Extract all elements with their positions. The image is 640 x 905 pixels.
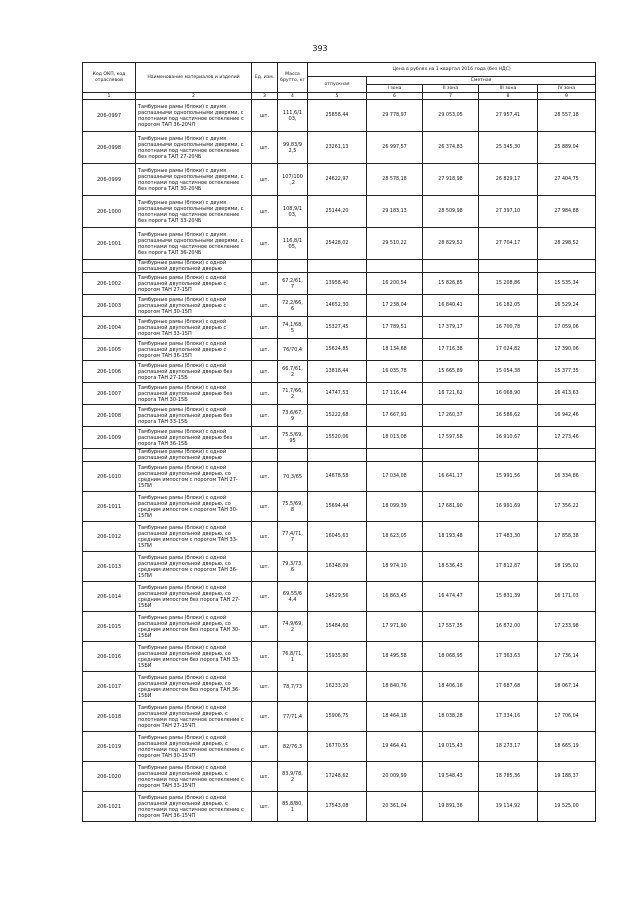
zone-1-price-cell: 16 200,54 <box>367 273 423 295</box>
empty-cell <box>367 260 423 273</box>
empty-cell <box>278 260 308 273</box>
code-cell: 206-0998 <box>83 132 136 164</box>
group-heading-row <box>83 260 596 273</box>
mass-cell: 74,9/69, 2 <box>278 612 308 642</box>
mass-cell: 69,55/6 4,4 <box>278 582 308 612</box>
empty-cell <box>308 260 367 273</box>
table-row <box>83 317 596 339</box>
zone-3-price-cell: 27 957,41 <box>479 100 538 132</box>
zone-2-price-cell: 17 716,38 <box>423 339 479 361</box>
name-cell: Тамбурные рамы (блоки) с одной распашной двупольной дверью с порогом ТАН 30-15П <box>136 295 252 317</box>
zone-1-price-cell: 26 997,57 <box>367 132 423 164</box>
zone-4-price-cell: 19 188,37 <box>538 762 596 792</box>
zone-4-price-cell: 16 171,03 <box>538 582 596 612</box>
table-row <box>83 762 596 792</box>
column-index: 2 <box>136 93 252 100</box>
zone-2-price-cell: 17 681,90 <box>423 492 479 522</box>
zone-2-price-cell: 27 918,98 <box>423 164 479 196</box>
zone-2-price-cell: 16 840,41 <box>423 295 479 317</box>
code-cell: 206-1011 <box>83 492 136 522</box>
name-cell: Тамбурные рамы (блоки) с одной распашной двупольной дверью, со средним импостом с порогом ТАН 27-15ПИ <box>136 462 252 492</box>
empty-cell <box>423 449 479 462</box>
mass-cell: 83,9/78, 2 <box>278 762 308 792</box>
empty-cell <box>252 260 278 273</box>
zone-4-price-cell: 18 665,19 <box>538 732 596 762</box>
header-unit: Ед. изм. <box>252 63 278 93</box>
release-price-cell: 15520,06 <box>308 427 367 449</box>
zone-3-price-cell: 18 273,17 <box>479 732 538 762</box>
header-price-title: Цена в рублях на 1 квартал 2016 года (без НДС) <box>308 63 596 77</box>
code-cell: 206-1014 <box>83 582 136 612</box>
zone-1-price-cell: 18 134,68 <box>367 339 423 361</box>
zone-1-price-cell: 18 623,05 <box>367 522 423 552</box>
zone-2-price-cell: 15 826,85 <box>423 273 479 295</box>
name-cell: Тамбурные рамы (блоки) с одной распашной двупольной дверью с порогом ТАН 33-15П <box>136 317 252 339</box>
column-index: 4 <box>278 93 308 100</box>
zone-3-price-cell: 17 334,16 <box>479 702 538 732</box>
zone-3-price-cell: 15 991,56 <box>479 462 538 492</box>
empty-cell <box>367 449 423 462</box>
group-heading-row <box>83 449 596 462</box>
mass-cell: 99,83/9 2,5 <box>278 132 308 164</box>
zone-2-price-cell: 18 068,95 <box>423 642 479 672</box>
mass-cell: 75,5/69, 8 <box>278 492 308 522</box>
release-price-cell: 14678,58 <box>308 462 367 492</box>
release-price-cell: 25144,20 <box>308 196 367 228</box>
header-release: отпускная <box>308 77 367 93</box>
code-cell: 206-1008 <box>83 405 136 427</box>
zone-3-price-cell: 27 397,10 <box>479 196 538 228</box>
mass-cell: 76,8/71, 1 <box>278 642 308 672</box>
table-row <box>83 339 596 361</box>
empty-cell <box>423 260 479 273</box>
unit-cell: шт. <box>252 273 278 295</box>
unit-cell: шт. <box>252 295 278 317</box>
unit-cell: шт. <box>252 792 278 822</box>
zone-4-price-cell: 27 404,75 <box>538 164 596 196</box>
zone-2-price-cell: 28 829,52 <box>423 228 479 260</box>
code-cell: 206-1018 <box>83 702 136 732</box>
table-row <box>83 732 596 762</box>
release-price-cell: 15694,44 <box>308 492 367 522</box>
zone-3-price-cell: 15 831,39 <box>479 582 538 612</box>
unit-cell: шт. <box>252 361 278 383</box>
release-price-cell: 15906,75 <box>308 702 367 732</box>
zone-3-price-cell: 16 182,05 <box>479 295 538 317</box>
code-cell: 206-1007 <box>83 383 136 405</box>
zone-1-price-cell: 19 464,41 <box>367 732 423 762</box>
mass-cell: 108,9/1 03, <box>278 196 308 228</box>
mass-cell: 71,7/66, 2 <box>278 383 308 405</box>
name-cell: Тамбурные рамы (блоки) с одной распашной двупольной дверью, с полотнами под частичное остекление с порогом ТАН 30-15ЧП <box>136 732 252 762</box>
zone-1-price-cell: 18 099,39 <box>367 492 423 522</box>
unit-cell: шт. <box>252 228 278 260</box>
zone-1-price-cell: 29 510,22 <box>367 228 423 260</box>
release-price-cell: 14652,30 <box>308 295 367 317</box>
zone-2-price-cell: 16 641,17 <box>423 462 479 492</box>
zone-4-price-cell: 17 273,46 <box>538 427 596 449</box>
zone-2-price-cell: 19 548,43 <box>423 762 479 792</box>
mass-cell: 74,1/68, 5 <box>278 317 308 339</box>
mass-cell: 111,6/1 03, <box>278 100 308 132</box>
zone-4-price-cell: 28 557,18 <box>538 100 596 132</box>
empty-cell <box>538 260 596 273</box>
empty-cell <box>278 449 308 462</box>
zone-3-price-cell: 16 586,62 <box>479 405 538 427</box>
table-row <box>83 361 596 383</box>
zone-2-price-cell: 18 038,28 <box>423 702 479 732</box>
zone-4-price-cell: 17 736,14 <box>538 642 596 672</box>
zone-1-price-cell: 18 974,10 <box>367 552 423 582</box>
mass-cell: 66,7/61, 2 <box>278 361 308 383</box>
release-price-cell: 14747,53 <box>308 383 367 405</box>
table-row <box>83 792 596 822</box>
zone-4-price-cell: 17 706,04 <box>538 702 596 732</box>
zone-4-price-cell: 16 413,63 <box>538 383 596 405</box>
unit-cell: шт. <box>252 642 278 672</box>
table-row <box>83 383 596 405</box>
name-cell: Тамбурные рамы (блоки) с одной распашной двупольной дверью без порога ТАН 30-15Б <box>136 383 252 405</box>
zone-2-price-cell: 29 053,05 <box>423 100 479 132</box>
code-cell: 206-1012 <box>83 522 136 552</box>
code-cell <box>83 260 136 273</box>
header-zone-3: III зона <box>479 85 538 93</box>
zone-4-price-cell: 28 298,52 <box>538 228 596 260</box>
name-cell: Тамбурные рамы (блоки) с одной распашной двупольной дверью, со средним импостом с порогом ТАН 36-15ПИ <box>136 552 252 582</box>
table-row <box>83 702 596 732</box>
unit-cell: шт. <box>252 552 278 582</box>
zone-2-price-cell: 17 597,58 <box>423 427 479 449</box>
header-estimate: Сметная <box>367 77 596 85</box>
release-price-cell: 13818,44 <box>308 361 367 383</box>
code-cell: 206-1002 <box>83 273 136 295</box>
zone-4-price-cell: 18 195,02 <box>538 552 596 582</box>
code-cell: 206-1020 <box>83 762 136 792</box>
table-row <box>83 295 596 317</box>
mass-cell: 82/76,3 <box>278 732 308 762</box>
zone-3-price-cell: 16 068,90 <box>479 383 538 405</box>
zone-4-price-cell: 27 984,88 <box>538 196 596 228</box>
zone-2-price-cell: 18 536,43 <box>423 552 479 582</box>
name-cell: Тамбурные рамы (блоки) с одной распашной двупольной дверью с порогом ТАН 27-15П <box>136 273 252 295</box>
zone-4-price-cell: 25 889,04 <box>538 132 596 164</box>
unit-cell: шт. <box>252 762 278 792</box>
zone-3-price-cell: 17 363,63 <box>479 642 538 672</box>
zone-2-price-cell: 17 379,17 <box>423 317 479 339</box>
zone-1-price-cell: 17 667,91 <box>367 405 423 427</box>
group-heading: Тамбурные рамы (блоки) с одной распашной двупольной дверью <box>136 260 252 273</box>
table-row <box>83 228 596 260</box>
release-price-cell: 15327,45 <box>308 317 367 339</box>
zone-3-price-cell: 19 114,92 <box>479 792 538 822</box>
zone-3-price-cell: 25 345,30 <box>479 132 538 164</box>
zone-4-price-cell: 17 356,22 <box>538 492 596 522</box>
zone-3-price-cell: 16 872,00 <box>479 612 538 642</box>
unit-cell: шт. <box>252 732 278 762</box>
table-row <box>83 164 596 196</box>
zone-2-price-cell: 19 891,36 <box>423 792 479 822</box>
empty-cell <box>252 449 278 462</box>
header-code: Код ОКП, код отраслевой <box>83 63 136 93</box>
name-cell: Тамбурные рамы (блоки) с двумя распашными однопольными дверями, с полотнами под частичное остекление без порога ТАП 33-20ЧБ <box>136 196 252 228</box>
zone-1-price-cell: 29 778,97 <box>367 100 423 132</box>
zone-4-price-cell: 16 529,24 <box>538 295 596 317</box>
mass-cell: 76/70,4 <box>278 339 308 361</box>
unit-cell: шт. <box>252 196 278 228</box>
table-row <box>83 462 596 492</box>
name-cell: Тамбурные рамы (блоки) с одной распашной двупольной дверью, с полотнами под частичное остекление с порогом ТАН 33-15ЧП <box>136 762 252 792</box>
name-cell: Тамбурные рамы (блоки) с двумя распашными однопольными дверями, с полотнами под частичное остекление с порогом ТАП 36-20ЧЛ <box>136 100 252 132</box>
zone-2-price-cell: 16 474,47 <box>423 582 479 612</box>
table-row <box>83 492 596 522</box>
header-name: Наименование материалов и изделий <box>136 63 252 93</box>
name-cell: Тамбурные рамы (блоки) с двумя распашными однопольными дверями, с полотнами под частичное остекление без порога ТАП 36-20ЧБ <box>136 228 252 260</box>
table-row <box>83 582 596 612</box>
name-cell: Тамбурные рамы (блоки) с одной распашной двупольной дверью с порогом ТАН 36-15П <box>136 339 252 361</box>
release-price-cell: 16233,20 <box>308 672 367 702</box>
mass-cell: 70,3/65 <box>278 462 308 492</box>
code-cell: 206-1015 <box>83 612 136 642</box>
column-index: 9 <box>538 93 596 100</box>
release-price-cell: 15935,80 <box>308 642 367 672</box>
zone-3-price-cell: 27 704,17 <box>479 228 538 260</box>
empty-cell <box>479 449 538 462</box>
zone-1-price-cell: 18 464,18 <box>367 702 423 732</box>
zone-1-price-cell: 20 009,99 <box>367 762 423 792</box>
zone-1-price-cell: 17 971,90 <box>367 612 423 642</box>
zone-3-price-cell: 17 483,30 <box>479 522 538 552</box>
table-row <box>83 672 596 702</box>
zone-2-price-cell: 15 665,89 <box>423 361 479 383</box>
zone-1-price-cell: 17 789,51 <box>367 317 423 339</box>
mass-cell: 79,3/73, 6 <box>278 552 308 582</box>
mass-cell: 67,2/61, 7 <box>278 273 308 295</box>
unit-cell: шт. <box>252 339 278 361</box>
unit-cell: шт. <box>252 582 278 612</box>
name-cell: Тамбурные рамы (блоки) с одной распашной двупольной дверью, со средним импостом с порогом ТАН 33-15ПИ <box>136 522 252 552</box>
name-cell: Тамбурные рамы (блоки) с двумя распашными однопольными дверями, с полотнами под частичное остекление без порога ТАП 30-20ЧБ <box>136 164 252 196</box>
empty-cell <box>479 260 538 273</box>
code-cell: 206-1021 <box>83 792 136 822</box>
table-row <box>83 273 596 295</box>
zone-3-price-cell: 17 687,68 <box>479 672 538 702</box>
release-price-cell: 13958,40 <box>308 273 367 295</box>
zone-2-price-cell: 26 374,83 <box>423 132 479 164</box>
zone-2-price-cell: 19 015,43 <box>423 732 479 762</box>
code-cell: 206-1001 <box>83 228 136 260</box>
code-cell: 206-1019 <box>83 732 136 762</box>
table-body <box>83 100 596 822</box>
zone-2-price-cell: 18 406,16 <box>423 672 479 702</box>
zone-3-price-cell: 17 024,82 <box>479 339 538 361</box>
code-cell: 206-0999 <box>83 164 136 196</box>
release-price-cell: 15624,85 <box>308 339 367 361</box>
name-cell: Тамбурные рамы (блоки) с одной распашной двупольной дверью, со средним импостом без порога ТАН 33-15БИ <box>136 642 252 672</box>
release-price-cell: 16348,09 <box>308 552 367 582</box>
zone-1-price-cell: 20 361,04 <box>367 792 423 822</box>
table-row <box>83 612 596 642</box>
table-row <box>83 100 596 132</box>
unit-cell: шт. <box>252 100 278 132</box>
zone-1-price-cell: 18 495,58 <box>367 642 423 672</box>
name-cell: Тамбурные рамы (блоки) с одной распашной двупольной дверью без порога ТАН 27-15Б <box>136 361 252 383</box>
table-row <box>83 642 596 672</box>
column-index: 5 <box>308 93 367 100</box>
release-price-cell: 25858,44 <box>308 100 367 132</box>
mass-cell: 107/100 ,2 <box>278 164 308 196</box>
column-index: 8 <box>479 93 538 100</box>
zone-2-price-cell: 16 721,62 <box>423 383 479 405</box>
mass-cell: 116,8/1 05, <box>278 228 308 260</box>
release-price-cell: 16045,63 <box>308 522 367 552</box>
release-price-cell: 25428,02 <box>308 228 367 260</box>
zone-2-price-cell: 28 509,98 <box>423 196 479 228</box>
name-cell: Тамбурные рамы (блоки) с одной распашной двупольной дверью, со средним импостом без порога ТАН 27-15БИ <box>136 582 252 612</box>
code-cell: 206-1000 <box>83 196 136 228</box>
name-cell: Тамбурные рамы (блоки) с одной распашной двупольной дверью, со средним импостом без порога ТАН 36-15БИ <box>136 672 252 702</box>
table-row <box>83 196 596 228</box>
header-zone-4: IV зона <box>538 85 596 93</box>
release-price-cell: 15484,60 <box>308 612 367 642</box>
unit-cell: шт. <box>252 427 278 449</box>
zone-1-price-cell: 18 840,76 <box>367 672 423 702</box>
zone-4-price-cell: 15 535,34 <box>538 273 596 295</box>
zone-3-price-cell: 16 991,69 <box>479 492 538 522</box>
empty-cell <box>538 449 596 462</box>
column-index: 3 <box>252 93 278 100</box>
header-zone-1: I зона <box>367 85 423 93</box>
zone-4-price-cell: 19 525,00 <box>538 792 596 822</box>
unit-cell: шт. <box>252 164 278 196</box>
code-cell: 206-1004 <box>83 317 136 339</box>
unit-cell: шт. <box>252 612 278 642</box>
table-row <box>83 552 596 582</box>
zone-4-price-cell: 17 390,06 <box>538 339 596 361</box>
mass-cell: 78,7/73 <box>278 672 308 702</box>
unit-cell: шт. <box>252 132 278 164</box>
zone-3-price-cell: 15 054,38 <box>479 361 538 383</box>
mass-cell: 77/71,4 <box>278 702 308 732</box>
release-price-cell: 17543,08 <box>308 792 367 822</box>
unit-cell: шт. <box>252 405 278 427</box>
table-row <box>83 405 596 427</box>
name-cell: Тамбурные рамы (блоки) с двумя распашными однопольными дверями, с полотнами под частичное остекление без порога ТАП 27-20ЧБ <box>136 132 252 164</box>
release-price-cell: 23261,13 <box>308 132 367 164</box>
code-cell: 206-1005 <box>83 339 136 361</box>
code-cell <box>83 449 136 462</box>
zone-4-price-cell: 16 334,86 <box>538 462 596 492</box>
mass-cell: 85,8/80, 1 <box>278 792 308 822</box>
code-cell: 206-1016 <box>83 642 136 672</box>
unit-cell: шт. <box>252 317 278 339</box>
unit-cell: шт. <box>252 672 278 702</box>
code-cell: 206-1006 <box>83 361 136 383</box>
unit-cell: шт. <box>252 702 278 732</box>
column-index: 7 <box>423 93 479 100</box>
zone-4-price-cell: 17 059,06 <box>538 317 596 339</box>
table-row <box>83 132 596 164</box>
zone-1-price-cell: 17 116,44 <box>367 383 423 405</box>
mass-cell: 75,5/69, 95 <box>278 427 308 449</box>
zone-2-price-cell: 17 260,37 <box>423 405 479 427</box>
unit-cell: шт. <box>252 462 278 492</box>
zone-1-price-cell: 16 863,45 <box>367 582 423 612</box>
zone-4-price-cell: 17 858,38 <box>538 522 596 552</box>
zone-3-price-cell: 15 208,86 <box>479 273 538 295</box>
header-mass: Масса брутто, кг <box>278 63 308 93</box>
zone-1-price-cell: 28 578,18 <box>367 164 423 196</box>
price-table <box>82 62 596 822</box>
column-index: 1 <box>83 93 136 100</box>
zone-1-price-cell: 17 238,04 <box>367 295 423 317</box>
unit-cell: шт. <box>252 522 278 552</box>
zone-4-price-cell: 15 377,35 <box>538 361 596 383</box>
release-price-cell: 15222,68 <box>308 405 367 427</box>
column-index: 6 <box>367 93 423 100</box>
zone-1-price-cell: 17 034,08 <box>367 462 423 492</box>
zone-3-price-cell: 26 829,17 <box>479 164 538 196</box>
zone-4-price-cell: 16 942,46 <box>538 405 596 427</box>
zone-1-price-cell: 16 035,78 <box>367 361 423 383</box>
code-cell: 206-0997 <box>83 100 136 132</box>
column-index-row <box>83 93 596 100</box>
unit-cell: шт. <box>252 383 278 405</box>
table-row <box>83 427 596 449</box>
zone-1-price-cell: 18 013,08 <box>367 427 423 449</box>
code-cell: 206-1013 <box>83 552 136 582</box>
name-cell: Тамбурные рамы (блоки) с одной распашной двупольной дверью, с полотнами под частичное остекление с порогом ТАН 36-15ЧП <box>136 792 252 822</box>
empty-cell <box>308 449 367 462</box>
zone-3-price-cell: 18 785,36 <box>479 762 538 792</box>
zone-4-price-cell: 17 233,98 <box>538 612 596 642</box>
name-cell: Тамбурные рамы (блоки) с одной распашной двупольной дверью без порога ТАН 33-15Б <box>136 405 252 427</box>
code-cell: 206-1009 <box>83 427 136 449</box>
zone-2-price-cell: 17 557,35 <box>423 612 479 642</box>
release-price-cell: 24622,97 <box>308 164 367 196</box>
mass-cell: 72,2/66, 6 <box>278 295 308 317</box>
table-row <box>83 522 596 552</box>
header-zone-2: II зона <box>423 85 479 93</box>
mass-cell: 73,6/67, 9 <box>278 405 308 427</box>
unit-cell: шт. <box>252 492 278 522</box>
code-cell: 206-1017 <box>83 672 136 702</box>
release-price-cell: 16770,55 <box>308 732 367 762</box>
name-cell: Тамбурные рамы (блоки) с одной распашной двупольной дверью без порога ТАН 36-15Б <box>136 427 252 449</box>
zone-2-price-cell: 18 193,48 <box>423 522 479 552</box>
page-number: 393 <box>312 44 328 53</box>
name-cell: Тамбурные рамы (блоки) с одной распашной двупольной дверью, со средним импостом с порогом ТАН 30-15ПИ <box>136 492 252 522</box>
zone-3-price-cell: 16 700,78 <box>479 317 538 339</box>
release-price-cell: 14529,56 <box>308 582 367 612</box>
zone-1-price-cell: 29 183,13 <box>367 196 423 228</box>
zone-3-price-cell: 16 910,67 <box>479 427 538 449</box>
name-cell: Тамбурные рамы (блоки) с одной распашной двупольной дверью, с полотнами под частичное остекление с порогом ТАН 27-15ЧП <box>136 702 252 732</box>
code-cell: 206-1010 <box>83 462 136 492</box>
name-cell: Тамбурные рамы (блоки) с одной распашной двупольной дверью, со средним импостом без порога ТАН 30-15БИ <box>136 612 252 642</box>
zone-4-price-cell: 18 067,14 <box>538 672 596 702</box>
mass-cell: 77,4/71, 7 <box>278 522 308 552</box>
release-price-cell: 17248,62 <box>308 762 367 792</box>
group-heading: Тамбурные рамы (блоки) с одной распашной двупольной дверью <box>136 449 252 462</box>
code-cell: 206-1003 <box>83 295 136 317</box>
zone-3-price-cell: 17 812,87 <box>479 552 538 582</box>
